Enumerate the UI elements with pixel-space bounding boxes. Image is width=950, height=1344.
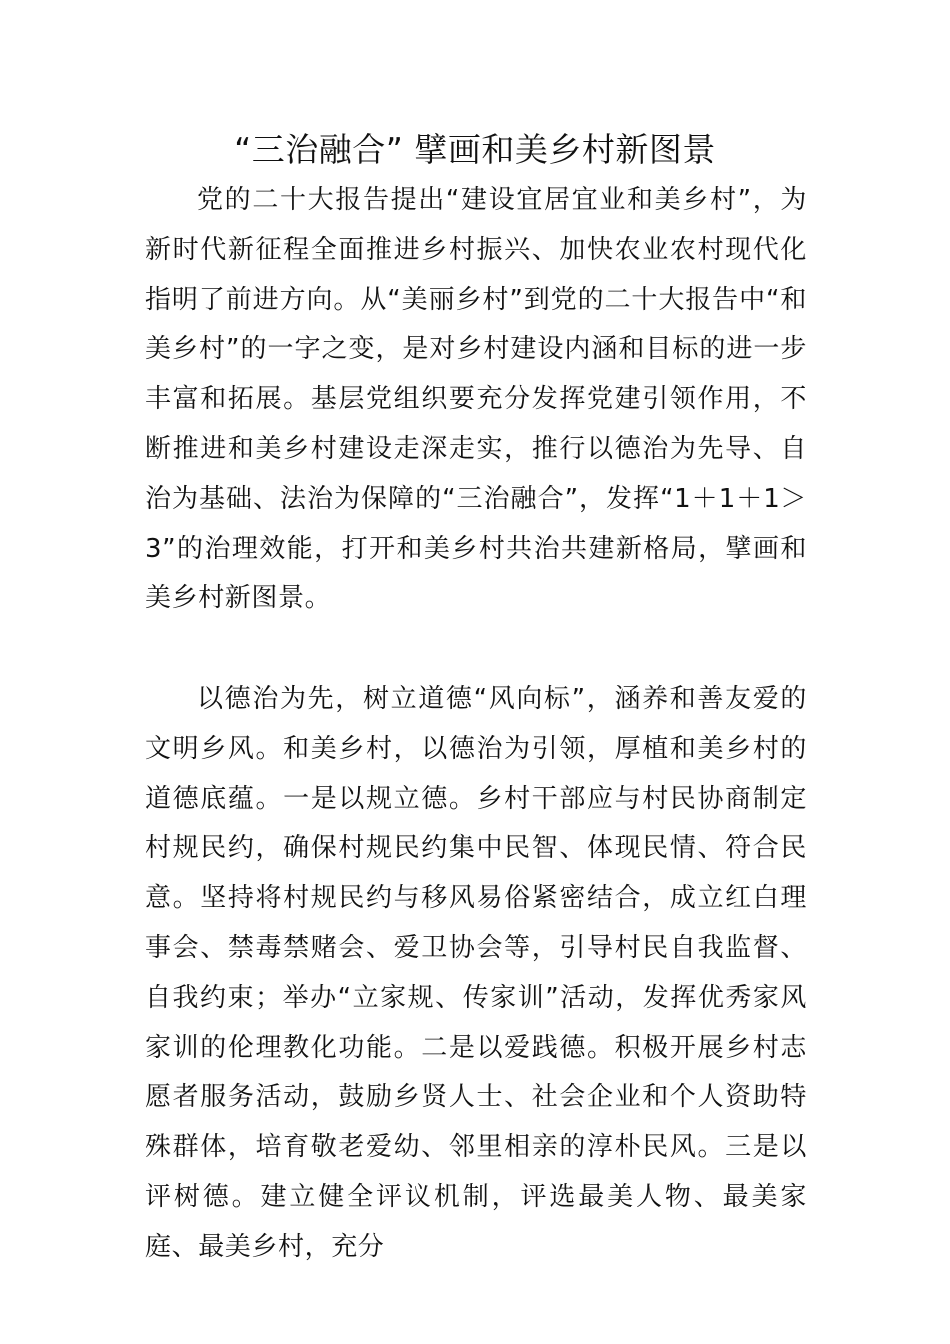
document-title: “三治融合” 擘画和美乡村新图景 [234,130,716,169]
paragraph-rule-of-virtue: 以德治为先，树立道德“风向标”，涵养和善友爱的文明乡风。和美乡村，以德治为引领，厚植和美乡村的道德底蕴。一是以规立德。乡村干部应与村民协商制定村规民约，确保村规民约集中民智、体现民情、符合民意。坚持将村规民约与移风易俗紧密结合，成立红白理事会、禁毒禁赌会、爱卫协会等，引导村民自我监督、自我约束；举办“立家规、传家训”活动，发挥优秀家风家训的伦理教化功能。二是以爱践德。积极开展乡村志愿者服务活动，鼓励乡贤人士、社会企业和个人资助特殊群体，培育敬老爱幼、邻里相亲的淳朴民风。三是以评树德。建立健全评议机制，评选最美人物、最美家庭、最美乡村，充分 [145,684,807,1262]
paragraph-introduction: 党的二十大报告提出“建设宜居宜业和美乡村”，为新时代新征程全面推进乡村振兴、加快农业农村现代化指明了前进方向。从“美丽乡村”到党的二十大报告中“和美乡村”的一字之变，是对乡村建设内涵和目标的进一步丰富和拓展。基层党组织要充分发挥党建引领作用，不断推进和美乡村建设走深走实，推行以德治为先导、自治为基础、法治为保障的“三治融合”，发挥“1＋1＋1＞3”的治理效能，打开和美乡村共治共建新格局，擘画和美乡村新图景。 [145,185,807,614]
